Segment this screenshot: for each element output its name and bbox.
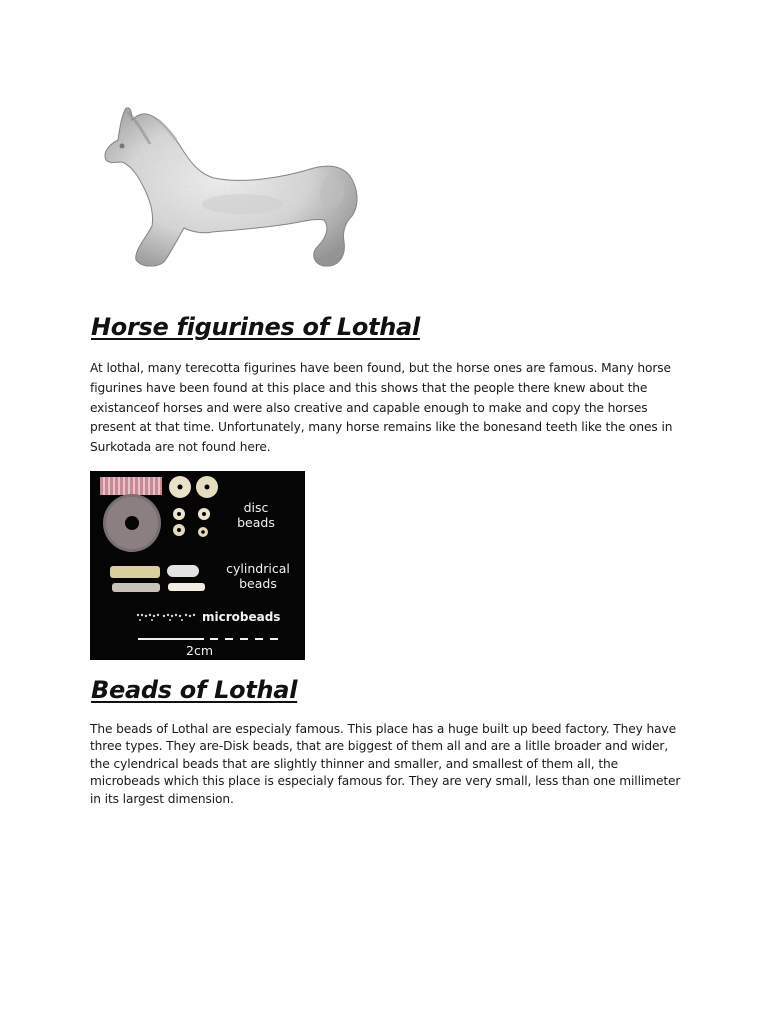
horse-figurine-image <box>92 100 364 272</box>
scale-label: 2cm <box>186 643 214 658</box>
cylindrical-beads-label: cylindrical beads <box>226 561 290 591</box>
disc-beads-label: disc beads <box>237 500 275 530</box>
beads-image <box>90 471 305 660</box>
beads-paragraph: The beads of Lothal are especialy famous. This place has a huge built up beed factory. They have three types. They are-Disk beads, that are biggest of them all and are a litlle broader and wider, the cylendrical beads that are slightly thinner and smaller, and smallest of them all, the microbeads which this place is especialy famous for. They are very small, less than one millimeter in its largest dimension. <box>90 722 681 806</box>
beads-heading: Beads of Lothal <box>91 676 298 704</box>
microbeads-label: microbeads <box>202 610 281 624</box>
horse-figurines-paragraph: At lothal, many terecotta figurines have been found, but the horse ones are famous. Many horse figurines have been found at this place and this shows that the people there knew about the existanceof horses and were also creative and capable enough to make and copy the horses present at that time. Unfortunately, many horse remains like the bonesand teeth like the ones in Surkotada are not found here. <box>90 361 673 455</box>
horse-figurines-heading: Horse figurines of Lothal <box>91 313 420 341</box>
